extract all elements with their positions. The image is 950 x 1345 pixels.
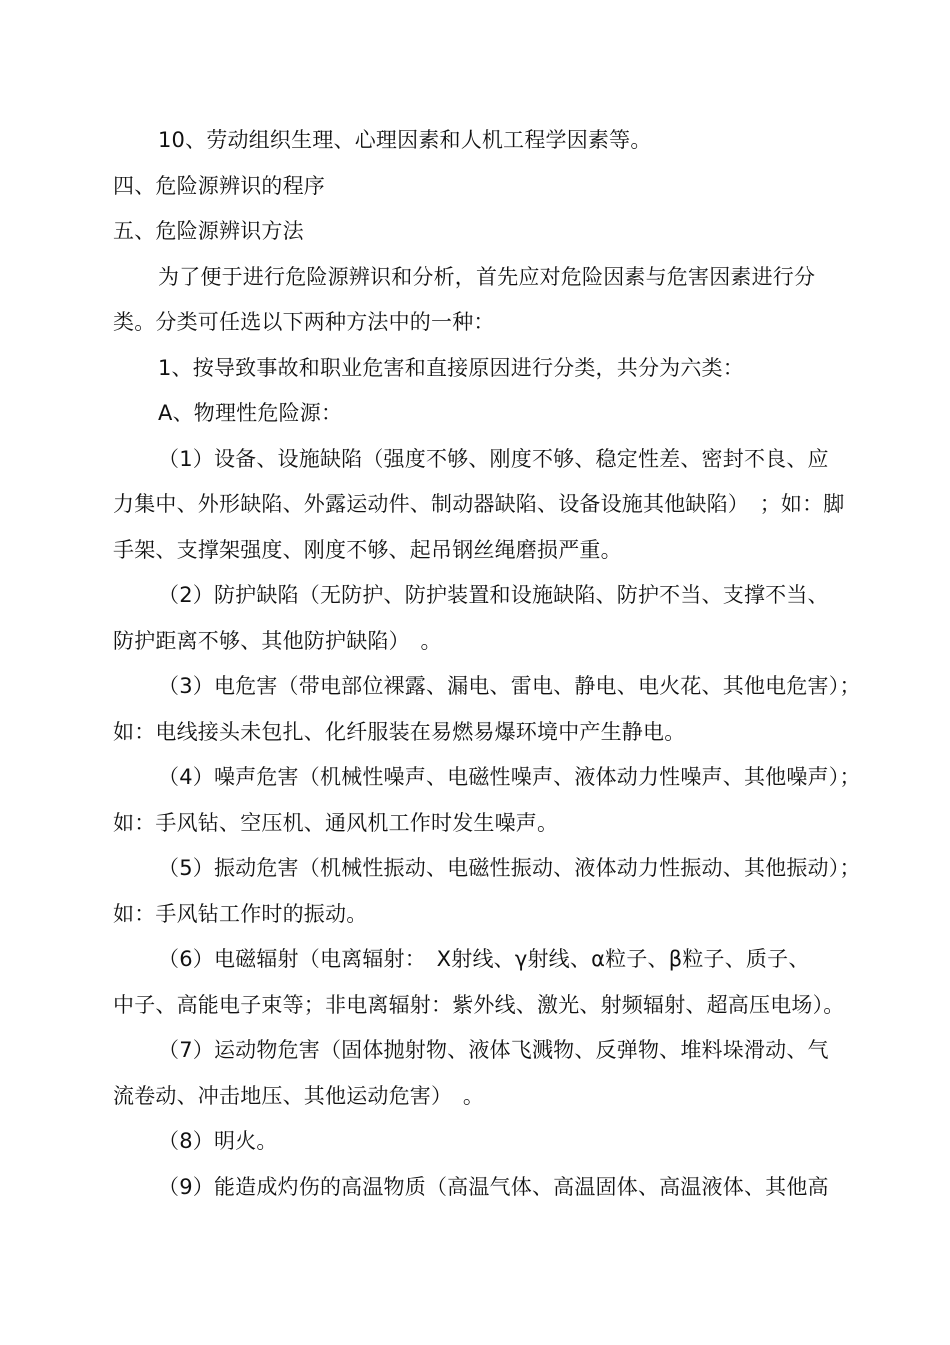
text-line: 力集中、外形缺陷、外露运动件、制动器缺陷、设备设施其他缺陷） ；如：脚 bbox=[113, 492, 845, 516]
text-line: 流卷动、冲击地压、其他运动危害） 。 bbox=[113, 1084, 485, 1108]
text-line: （6）电磁辐射（电离辐射： X射线、γ射线、α粒子、β粒子、质子、 bbox=[158, 947, 810, 971]
text-line: （4）噪声危害（机械性噪声、电磁性噪声、液体动力性噪声、其他噪声）； bbox=[158, 765, 861, 789]
section-heading: 五、危险源辨识方法 bbox=[113, 219, 304, 243]
text-line: （1）设备、设施缺陷（强度不够、刚度不够、稳定性差、密封不良、应 bbox=[158, 447, 829, 471]
text-line: 1、按导致事故和职业危害和直接原因进行分类，共分为六类： bbox=[158, 356, 744, 380]
text-line: 中子、高能电子束等；非电离辐射：紫外线、激光、射频辐射、超高压电场）。 bbox=[113, 993, 845, 1017]
text-line: 为了便于进行危险源辨识和分析，首先应对危险因素与危害因素进行分 bbox=[158, 265, 816, 289]
text-line: 10、劳动组织生理、心理因素和人机工程学因素等。 bbox=[158, 128, 652, 152]
text-line: （2）防护缺陷（无防护、防护装置和设施缺陷、防护不当、支撑不当、 bbox=[158, 583, 829, 607]
text-line: （9）能造成灼伤的高温物质（高温气体、高温固体、高温液体、其他高 bbox=[158, 1175, 829, 1199]
text-line: 类。分类可任选以下两种方法中的一种： bbox=[113, 310, 495, 334]
text-line: 如：手风钻、空压机、通风机工作时发生噪声。 bbox=[113, 811, 559, 835]
text-line: （7）运动物危害（固体抛射物、液体飞溅物、反弹物、堆料垛滑动、气 bbox=[158, 1038, 829, 1062]
text-line: 手架、支撑架强度、刚度不够、起吊钢丝绳磨损严重。 bbox=[113, 538, 622, 562]
section-heading: 四、危险源辨识的程序 bbox=[113, 174, 325, 198]
text-line: 如：手风钻工作时的振动。 bbox=[113, 902, 368, 926]
text-line: （8）明火。 bbox=[158, 1129, 278, 1153]
text-line: A、物理性危险源： bbox=[158, 401, 343, 425]
text-line: （5）振动危害（机械性振动、电磁性振动、液体动力性振动、其他振动）； bbox=[158, 856, 861, 880]
text-line: 如：电线接头未包扎、化纤服装在易燃易爆环境中产生静电。 bbox=[113, 720, 686, 744]
text-line: 防护距离不够、其他防护缺陷） 。 bbox=[113, 629, 442, 653]
text-line: （3）电危害（带电部位裸露、漏电、雷电、静电、电火花、其他电危害）； bbox=[158, 674, 861, 698]
